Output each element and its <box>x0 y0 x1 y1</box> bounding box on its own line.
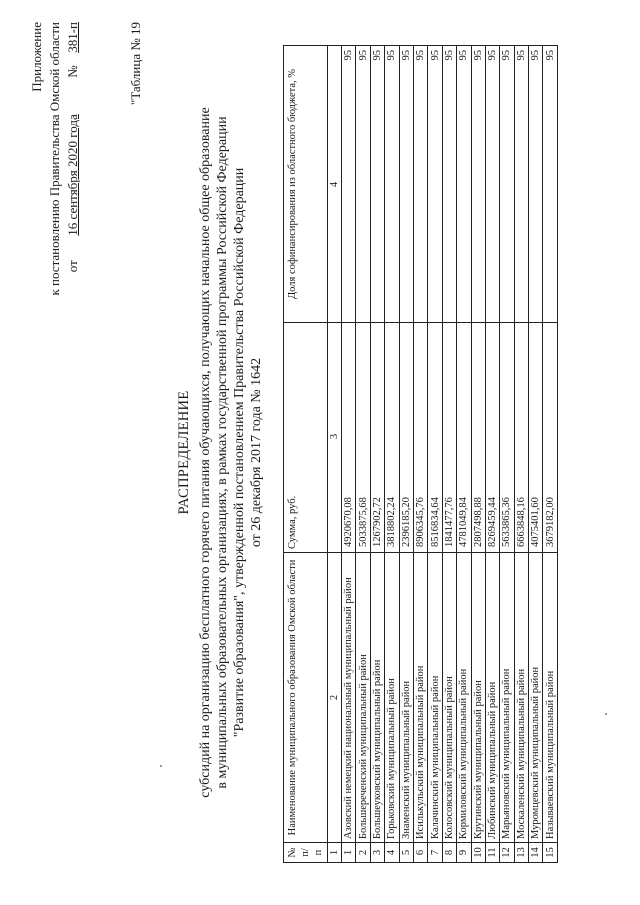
row-municipality: Исилькульский муниципальный район <box>413 553 427 843</box>
row-municipality: Калачинский муниципальный район <box>428 553 442 843</box>
row-share: 95 <box>485 46 499 323</box>
subtitle-line-1: субсидий на организацию бесплатного горячего питания обучающихся, получающих начальное общее образование <box>198 107 213 798</box>
index-cell: 4 <box>328 46 342 323</box>
table-index-row <box>328 46 342 863</box>
row-number: 9 <box>457 843 471 863</box>
appendix-title: Приложение <box>29 22 44 92</box>
row-share: 95 <box>413 46 427 323</box>
row-municipality: Азовский немецкий национальный муниципальный район <box>342 553 356 843</box>
row-municipality: Называевский муниципальный район <box>543 553 557 843</box>
table-header-row <box>284 46 328 863</box>
row-municipality: Москаленский муниципальный район <box>514 553 528 843</box>
scan-speck <box>605 713 607 715</box>
distribution-table <box>283 45 558 863</box>
header-sum: Сумма, руб. <box>284 323 328 553</box>
table-row <box>399 46 413 863</box>
table-row <box>428 46 442 863</box>
row-share: 95 <box>529 46 543 323</box>
row-sum: 4920670,08 <box>342 323 356 553</box>
row-number: 5 <box>399 843 413 863</box>
row-share: 95 <box>471 46 485 323</box>
row-sum: 6663848,16 <box>514 323 528 553</box>
row-municipality: Большереченский муниципальный район <box>356 553 370 843</box>
row-municipality: Любинский муниципальный район <box>485 553 499 843</box>
table-row <box>485 46 499 863</box>
row-sum: 5033875,68 <box>356 323 370 553</box>
index-cell: 3 <box>328 323 342 553</box>
row-municipality: Кормиловский муниципальный район <box>457 553 471 843</box>
index-cell: 2 <box>328 553 342 843</box>
header-municipality: Наименование муниципального образования Омской области <box>284 553 328 843</box>
scan-speck <box>160 765 162 767</box>
decree-date: 16 сентября 2020 года <box>65 114 80 236</box>
row-share: 95 <box>457 46 471 323</box>
row-sum: 3679182,00 <box>543 323 557 553</box>
number-label: № <box>65 65 80 78</box>
row-sum: 1267902,72 <box>370 323 384 553</box>
row-number: 3 <box>370 843 384 863</box>
decree-number: 381-п <box>65 22 80 53</box>
row-number: 13 <box>514 843 528 863</box>
index-cell: 1 <box>328 843 342 863</box>
table-row <box>500 46 514 863</box>
row-number: 7 <box>428 843 442 863</box>
row-sum: 2807498,88 <box>471 323 485 553</box>
row-share: 95 <box>385 46 399 323</box>
row-municipality: Знаменский муниципальный район <box>399 553 413 843</box>
row-municipality: Большеуковский муниципальный район <box>370 553 384 843</box>
row-number: 4 <box>385 843 399 863</box>
row-number: 8 <box>442 843 456 863</box>
table-row <box>543 46 557 863</box>
table-row <box>356 46 370 863</box>
table-row <box>457 46 471 863</box>
row-number: 11 <box>485 843 499 863</box>
subtitle-line-3: "Развитие образования", утвержденной постановлением Правительства Российской Федерации <box>232 167 247 738</box>
header-share: Доля софинансирования из областного бюджета, % <box>284 46 328 323</box>
row-number: 15 <box>543 843 557 863</box>
row-share: 95 <box>370 46 384 323</box>
table-label: "Таблица № 19 <box>128 22 143 106</box>
table-row <box>342 46 356 863</box>
row-sum: 5633865,36 <box>500 323 514 553</box>
row-share: 95 <box>399 46 413 323</box>
row-municipality: Колосовский муниципальный район <box>442 553 456 843</box>
row-municipality: Крутинский муниципальный район <box>471 553 485 843</box>
table-row <box>471 46 485 863</box>
table-row <box>385 46 399 863</box>
row-share: 95 <box>543 46 557 323</box>
row-sum: 8269459,44 <box>485 323 499 553</box>
document-title: РАСПРЕДЕЛЕНИЕ <box>176 390 192 515</box>
row-share: 95 <box>514 46 528 323</box>
row-number: 6 <box>413 843 427 863</box>
row-share: 95 <box>356 46 370 323</box>
row-sum: 8906345,76 <box>413 323 427 553</box>
row-sum: 4781049,84 <box>457 323 471 553</box>
row-municipality: Муромцевский муниципальный район <box>529 553 543 843</box>
row-number: 14 <box>529 843 543 863</box>
table-row <box>370 46 384 863</box>
subtitle-line-2: в муниципальных образовательных организациях, в рамках государственной программы Российской Федерации <box>215 116 230 789</box>
row-sum: 4075401,60 <box>529 323 543 553</box>
table-body <box>342 46 558 863</box>
table-row <box>442 46 456 863</box>
row-share: 95 <box>342 46 356 323</box>
table-row <box>514 46 528 863</box>
row-sum: 2396185,20 <box>399 323 413 553</box>
row-share: 95 <box>500 46 514 323</box>
row-sum: 3818802,24 <box>385 323 399 553</box>
row-number: 12 <box>500 843 514 863</box>
row-number: 10 <box>471 843 485 863</box>
appendix-decree-line: к постановлению Правительства Омской области <box>47 22 62 296</box>
table-row <box>413 46 427 863</box>
header-number: № п/п <box>284 843 328 863</box>
row-share: 95 <box>442 46 456 323</box>
row-municipality: Горьковский муниципальный район <box>385 553 399 843</box>
row-share: 95 <box>428 46 442 323</box>
appendix-date-line <box>64 22 82 272</box>
row-municipality: Марьяновский муниципальный район <box>500 553 514 843</box>
subtitle-line-4: от 26 декабря 2017 года № 1642 <box>249 357 264 548</box>
row-number: 2 <box>356 843 370 863</box>
row-sum: 8516834,64 <box>428 323 442 553</box>
row-sum: 1841477,76 <box>442 323 456 553</box>
from-label: от <box>65 260 80 273</box>
row-number: 1 <box>342 843 356 863</box>
table-row <box>529 46 543 863</box>
